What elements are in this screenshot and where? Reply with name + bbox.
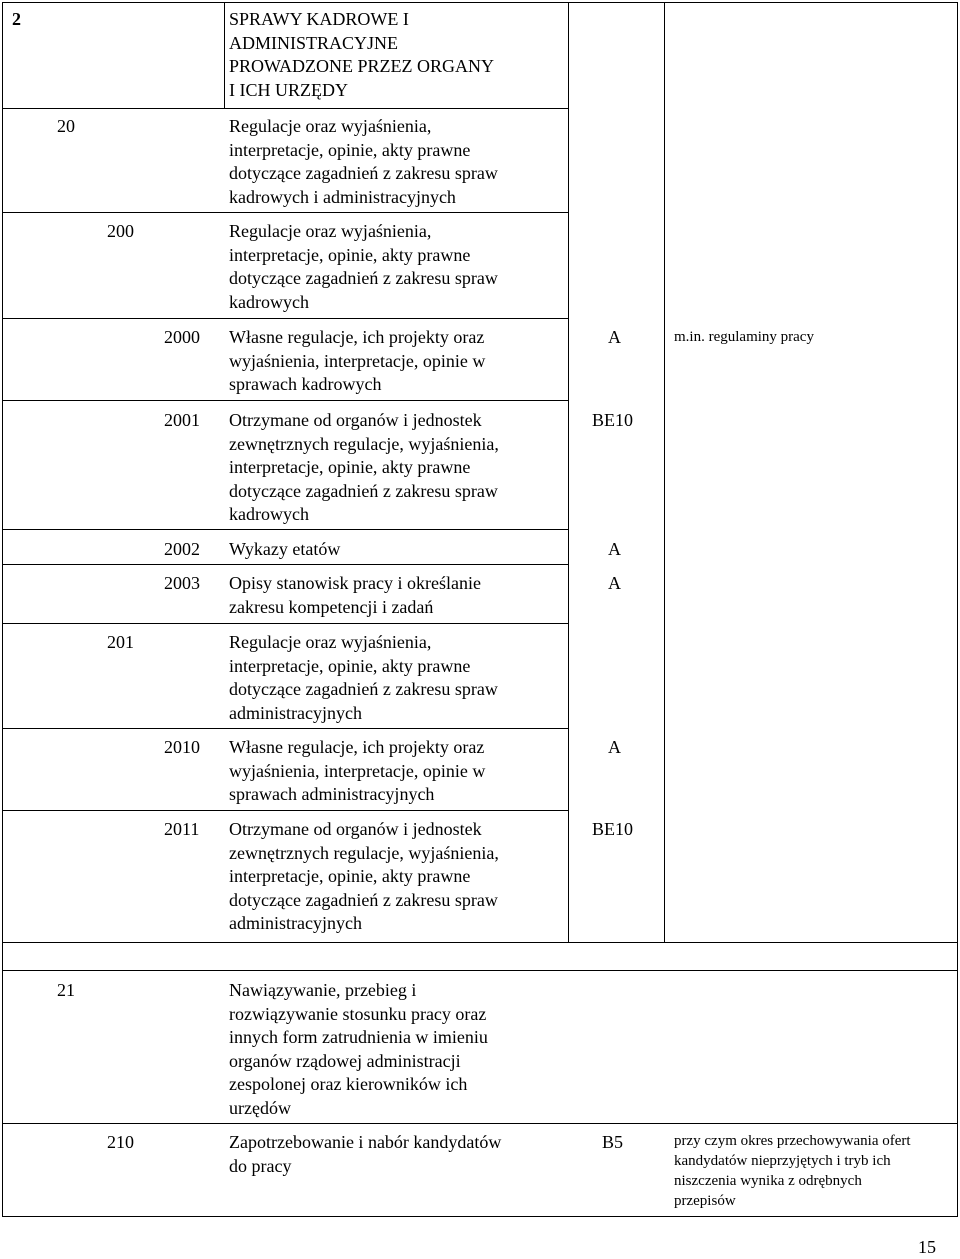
row-code: 2003 [164, 573, 200, 593]
section-divider [2, 970, 958, 971]
row-category: A [608, 737, 621, 757]
row-description: Regulacje oraz wyjaśnienia, interpretacje, opinie, akty prawne dotyczące zagadnień z zakresu spraw administracyjnych [229, 632, 498, 723]
row-code: 2010 [164, 737, 200, 757]
table-border-top [2, 2, 957, 3]
row-description: Wykazy etatów [229, 539, 341, 559]
row-divider [2, 810, 568, 811]
column-divider [664, 2, 665, 942]
row-category: BE10 [592, 819, 634, 839]
row-category: B5 [602, 1132, 624, 1152]
row-code: 21 [57, 980, 75, 1000]
row-code: 2001 [164, 410, 200, 430]
row-category: A [608, 327, 621, 347]
section-divider [2, 942, 958, 943]
table-border-bottom [2, 1216, 958, 1217]
row-description: Zapotrzebowanie i nabór kandydatów do pracy [229, 1132, 502, 1176]
row-description: Regulacje oraz wyjaśnienia, interpretacje, opinie, akty prawne dotyczące zagadnień z zakresu spraw kadrowych [229, 221, 498, 312]
row-divider [2, 318, 568, 319]
row-description: Własne regulacje, ich projekty oraz wyjaśnienia, interpretacje, opinie w sprawach administracyjnych [229, 737, 486, 804]
row-divider [2, 400, 568, 401]
section-number: 2 [12, 9, 21, 29]
row-divider [2, 1123, 958, 1124]
table-border-left [2, 2, 3, 1217]
row-divider [2, 728, 568, 729]
row-divider [2, 108, 568, 109]
section-title: SPRAWY KADROWE I ADMINISTRACYJNE PROWADZONE PRZEZ ORGANY I ICH URZĘDY [229, 9, 494, 100]
column-divider [224, 2, 225, 108]
row-category: BE10 [592, 410, 634, 430]
row-divider [2, 564, 568, 565]
row-note: przy czym okres przechowywania ofert kandydatów nieprzyjętych i tryb ich niszczenia wynika z odrębnych przepisów [674, 1133, 911, 1209]
column-divider [568, 2, 569, 942]
row-code: 210 [107, 1132, 134, 1152]
row-code: 201 [107, 632, 134, 652]
row-description: Opisy stanowisk pracy i określanie zakresu kompetencji i zadań [229, 573, 481, 617]
row-description: Nawiązywanie, przebieg i rozwiązywanie stosunku pracy oraz innych form zatrudnienia w imieniu organów rządowej administracji zespolonej oraz kierowników ich urzędów [229, 980, 488, 1118]
row-description: Otrzymane od organów i jednostek zewnętrznych regulacje, wyjaśnienia, interpretacje, opinie, akty prawne dotyczące zagadnień z zakresu spraw administracyjnych [229, 819, 499, 933]
table-border-right [957, 2, 958, 1217]
page-number: 15 [918, 1237, 936, 1257]
row-description: Własne regulacje, ich projekty oraz wyjaśnienia, interpretacje, opinie w sprawach kadrowych [229, 327, 486, 394]
row-divider [2, 529, 568, 530]
row-description: Otrzymane od organów i jednostek zewnętrznych regulacje, wyjaśnienia, interpretacje, opinie, akty prawne dotyczące zagadnień z zakresu spraw kadrowych [229, 410, 499, 524]
row-category: A [608, 573, 621, 593]
row-code: 200 [107, 221, 134, 241]
row-note: m.in. regulaminy pracy [674, 329, 814, 345]
row-code: 2002 [164, 539, 200, 559]
row-description: Regulacje oraz wyjaśnienia, interpretacje, opinie, akty prawne dotyczące zagadnień z zakresu spraw kadrowych i administracyjnych [229, 116, 498, 207]
row-divider [2, 212, 568, 213]
row-code: 2000 [164, 327, 200, 347]
row-divider [2, 623, 568, 624]
row-code: 2011 [164, 819, 200, 839]
row-code: 20 [57, 116, 75, 136]
row-category: A [608, 539, 621, 559]
